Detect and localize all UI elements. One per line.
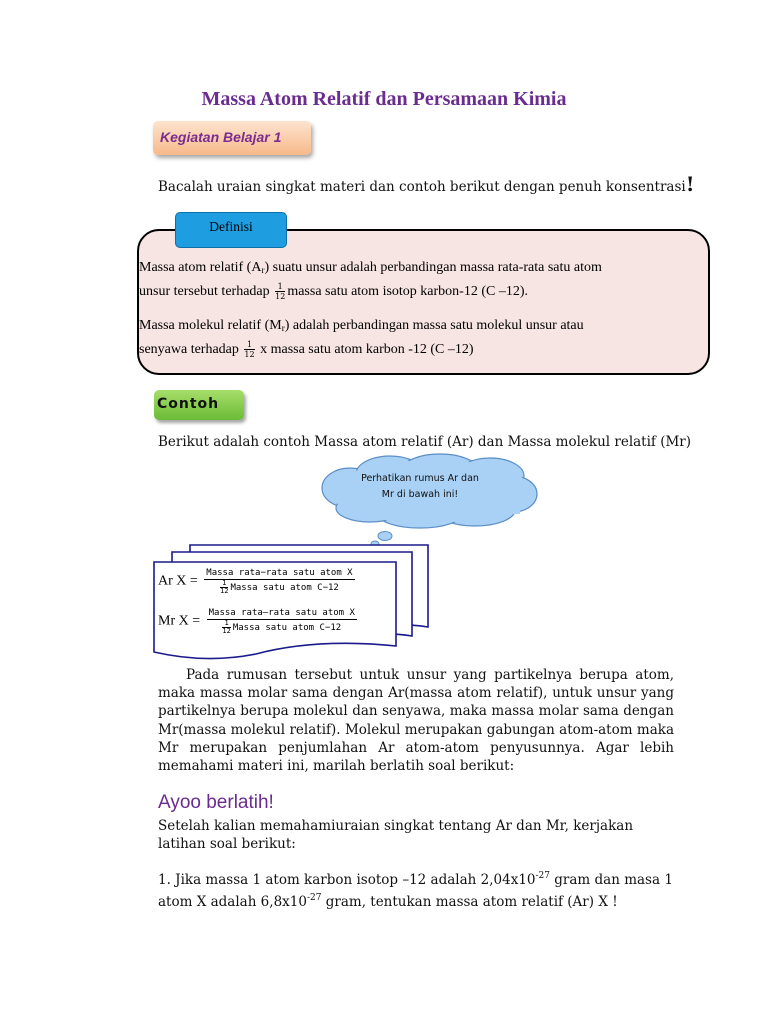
- mini-denominator: 12: [220, 587, 229, 595]
- fraction-numerator: 1: [244, 340, 254, 350]
- q1-text-1: 1. Jika massa 1 atom karbon isotop –12 adalah 2,04x10: [158, 872, 536, 888]
- definition-ar: [139, 257, 699, 302]
- cloud-line-2: Mr di bawah ini!: [381, 489, 459, 500]
- definition-tab-label: Definisi: [209, 219, 253, 234]
- formula-mr-lhs: Mr X =: [158, 613, 201, 629]
- practice-intro: Setelah kalian memahamiuraian singkat tentang Ar dan Mr, kerjakan latihan soal berikut:: [158, 818, 634, 853]
- q1-text-3: gram, tentukan massa atom relatif (Ar) X !: [321, 894, 618, 911]
- ar-text-1: Massa atom relatif (A: [139, 260, 262, 275]
- formula-mr-fraction: [207, 608, 357, 635]
- example-label: Contoh: [157, 396, 220, 412]
- formula-mr-denominator-text: Massa satu atom C−12: [232, 623, 342, 633]
- formula-ar: [158, 568, 355, 595]
- ar-text-2: ) suatu unsur adalah perbandingan massa rata-rata satu atom: [264, 260, 602, 275]
- q1-exponent-2: -27: [306, 893, 322, 904]
- definition-mr: [139, 315, 699, 360]
- practice-question-1: [158, 867, 674, 911]
- activity-label: Kegiatan Belajar 1: [160, 129, 282, 145]
- ar-text-3: unsur tersebut terhadap: [139, 284, 270, 299]
- mini-numerator: 1: [222, 620, 230, 628]
- intro-text: [158, 172, 695, 196]
- cloud-line-1: Perhatikan rumus Ar dan: [361, 473, 479, 484]
- formula-mr: [158, 608, 357, 635]
- example-intro: Berikut adalah contoh Massa atom relatif (Ar) dan Massa molekul relatif (Mr): [158, 434, 692, 450]
- fraction-one-twelfth: [275, 282, 285, 301]
- mr-text-2: ) adalah perbandingan massa satu molekul unsur atau: [284, 318, 584, 333]
- mr-text-3: senyawa terhadap: [139, 342, 239, 357]
- formula-ar-numerator: Massa rata−rata satu atom X: [206, 568, 353, 578]
- q1-text-2: gram dan masa 1 atom X adalah 6,8x10: [158, 872, 673, 911]
- formula-mr-denominator: [207, 620, 357, 635]
- stacked-documents-shape: [146, 542, 436, 666]
- q1-exponent-1: -27: [535, 871, 550, 881]
- fraction-denominator: 12: [244, 350, 255, 360]
- formula-mr-numerator: Massa rata–rata satu atom X: [208, 608, 355, 618]
- mr-text-1: Massa molekul relatif (M: [139, 318, 282, 333]
- practice-heading: Ayoo berlatih!: [158, 792, 274, 813]
- mini-fraction: [220, 580, 228, 595]
- formula-ar-fraction: [204, 568, 354, 595]
- mini-fraction: [222, 620, 230, 635]
- intro-exclamation: !: [685, 172, 695, 196]
- mini-numerator: 1: [220, 580, 228, 588]
- formula-ar-lhs: Ar X =: [158, 573, 198, 589]
- formula-ar-denominator: [204, 580, 354, 595]
- fraction-numerator: 1: [275, 282, 285, 292]
- intro-sentence: Bacalah uraian singkat materi dan contoh berikut dengan penuh konsentrasi: [158, 179, 686, 195]
- mr-subscript: r: [281, 323, 285, 333]
- explanation-paragraph: Pada rumusan tersebut untuk unsur yang partikelnya berupa atom, maka massa molar sama dengan Ar(massa atom relatif), untuk unsur yang partikelnya berupa molekul dan senyawa, maka massa molar sama dengan Mr(massa molekul relatif). Molekul merupakan gabungan atom-atom maka Mr merupakan penjumlahan Ar atom-atom penyusunnya. Agar lebih memahami materi ini, marilah berlatih soal berikut:: [158, 667, 674, 775]
- ar-text-4: massa satu atom isotop karbon-12 (C –12).: [287, 284, 528, 299]
- ar-subscript: r: [261, 265, 265, 275]
- cloud-text: [350, 471, 490, 503]
- fraction-denominator: 12: [275, 292, 286, 302]
- formula-ar-denominator-text: Massa satu atom C−12: [230, 583, 339, 593]
- mini-denominator: 12: [222, 627, 231, 635]
- fraction-one-twelfth: [244, 340, 254, 359]
- mr-text-4: x massa satu atom karbon -12 (C –12): [260, 342, 474, 357]
- page-title: Massa Atom Relatif dan Persamaan Kimia: [201, 88, 567, 110]
